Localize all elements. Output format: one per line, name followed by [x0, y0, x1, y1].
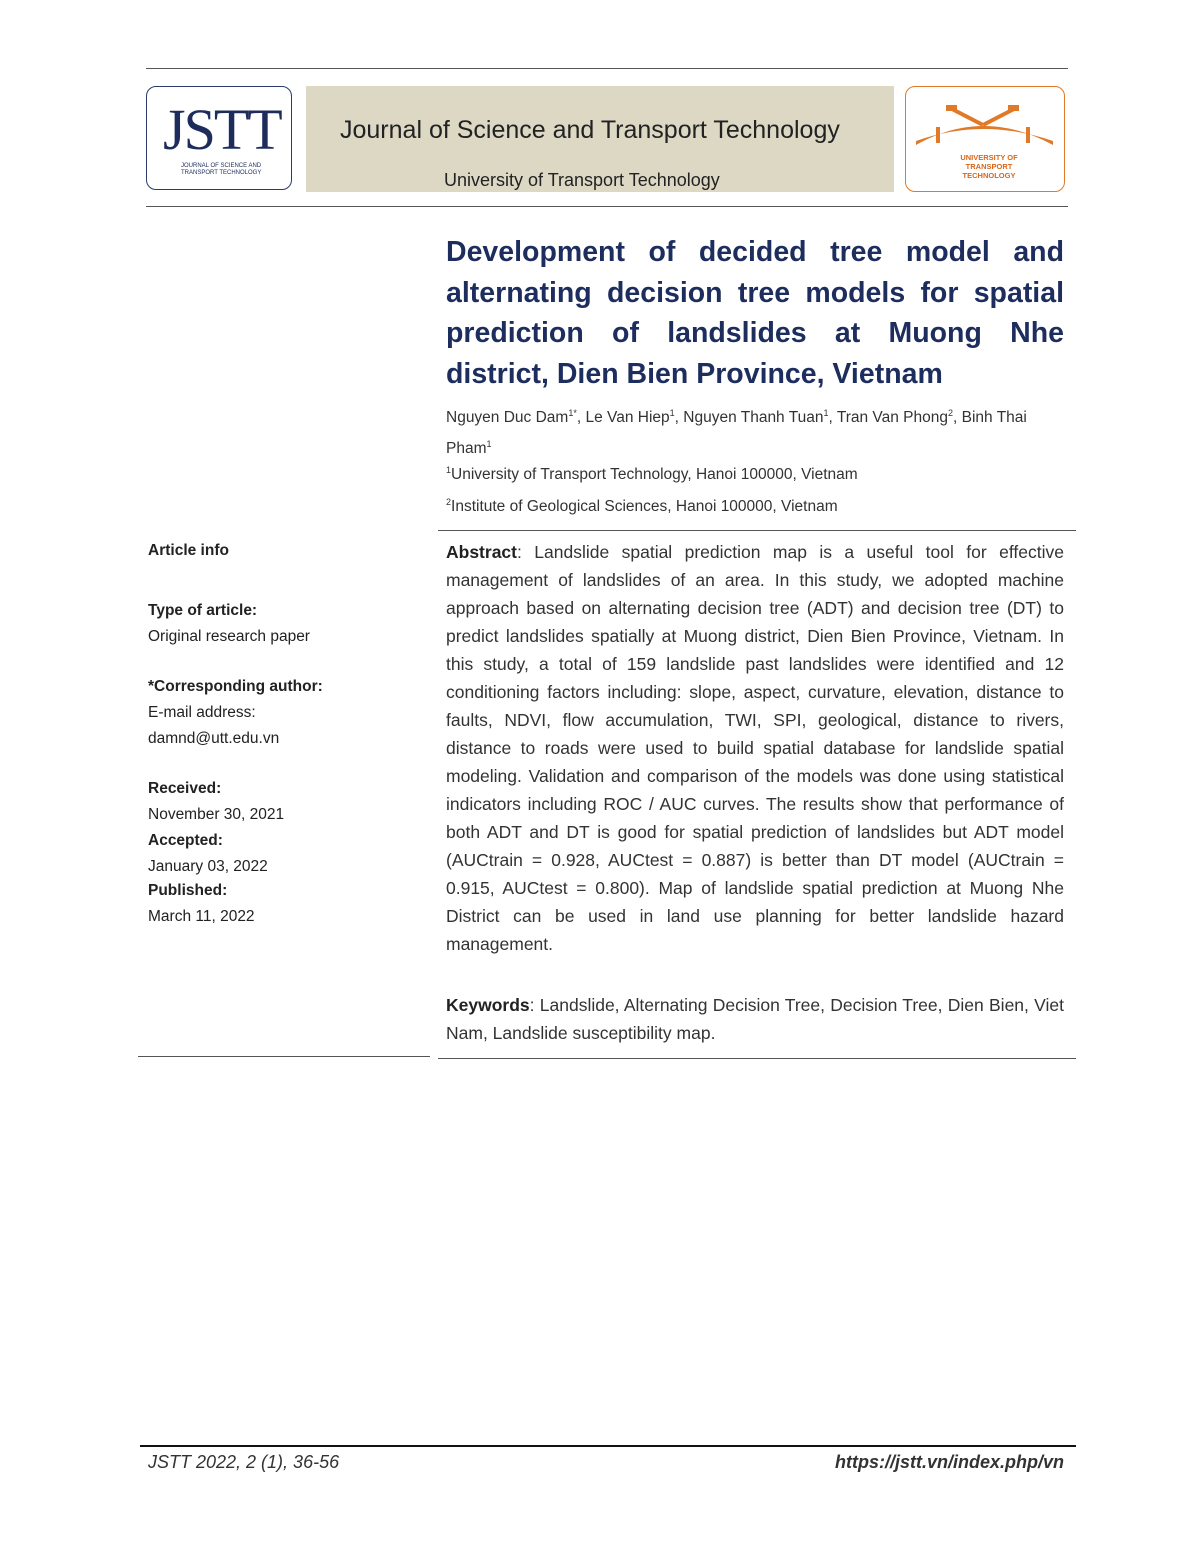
- author-affil-mark: 1*: [568, 407, 577, 418]
- university-logo-icon: [906, 87, 1063, 157]
- abstract-label: Abstract: [446, 542, 517, 562]
- author-separator: ,: [674, 409, 684, 426]
- author-affil-mark: 1: [823, 407, 829, 418]
- header-top-rule: [146, 68, 1068, 69]
- author-separator: ,: [576, 409, 586, 426]
- affiliation-text: University of Transport Technology, Hanoi 100000, Vietnam: [451, 466, 858, 483]
- abstract-top-rule: [438, 530, 1076, 531]
- received-date: November 30, 2021: [148, 806, 285, 823]
- author-affil-mark: 1: [669, 407, 675, 418]
- jstt-logo: [146, 86, 292, 190]
- author-separator: ,: [953, 409, 962, 426]
- footer-url[interactable]: https://jstt.vn/index.php/vn: [835, 1452, 1064, 1472]
- keywords-text: : Landslide, Alternating Decision Tree, Decision Tree, Dien Bien, Viet Nam, Landslide susceptibility map.: [446, 995, 1064, 1043]
- published-date: March 11, 2022: [148, 908, 255, 925]
- author-name: Nguyen Thanh Tuan: [683, 409, 824, 426]
- info-bottom-rule: [138, 1056, 430, 1057]
- affiliation-mark: 2: [446, 496, 452, 507]
- author-name: Tran Van Phong: [836, 409, 948, 426]
- email-label: E-mail address:: [148, 704, 256, 721]
- author-name: Nguyen Duc Dam: [446, 409, 569, 426]
- abstract-text: : Landslide spatial prediction map is a useful tool for effective management of landslides of an area. In this study, we adopted machine approach based on alternating decision tree (ADT) and decision tree (DT) to predict landslides spatially at Muong district, Dien Bien Province, Vietnam. In this study, a total of 159 landslide past landslides were identified and 12 conditioning factors including: slope, aspect, curvature, elevation, distance to faults, NDVI, flow accumulation, TWI, SPI, geological, distance to rivers, distance to roads were used to build spatial database for landslide spatial modeling. Validation and comparison of the models was done using statistical indicators including ROC / AUC curves. The results show that performance of both ADT and DT is good for spatial prediction of landslides but ADT model (AUCtrain = 0.928, AUCtest = 0.887) is better than DT model (AUCtrain = 0.915, AUCtest = 0.800). Map of landslide spatial prediction at Muong Nhe District can be used in land use planning for better landslide hazard management.: [446, 542, 1064, 954]
- author-list: [446, 402, 1066, 464]
- affiliation-mark: 1: [446, 464, 452, 475]
- jstt-logo-subtext: JOURNAL OF SCIENCE AND TRANSPORT TECHNOLOGY: [181, 163, 262, 176]
- email-value[interactable]: damnd@utt.edu.vn: [148, 730, 280, 747]
- accepted-label: Accepted:: [148, 832, 223, 849]
- author-affil-mark: 1: [486, 438, 492, 449]
- footer-rule: [140, 1445, 1076, 1447]
- abstract-bottom-rule: [438, 1058, 1076, 1059]
- header-bottom-rule: [146, 206, 1068, 207]
- university-name: University of Transport Technology: [444, 170, 720, 190]
- published-label: Published:: [148, 882, 228, 899]
- article-info-heading: Article info: [148, 542, 229, 559]
- article-type-value: Original research paper: [148, 628, 310, 645]
- abstract: [446, 538, 1064, 958]
- article-type-label: Type of article:: [148, 602, 258, 619]
- accepted-date: January 03, 2022: [148, 858, 268, 875]
- keywords-label: Keywords: [446, 995, 530, 1015]
- author-name: Le Van Hiep: [585, 409, 670, 426]
- affiliation-1: [446, 466, 858, 484]
- affiliation-2: [446, 498, 838, 516]
- received-label: Received:: [148, 780, 222, 797]
- author-separator: ,: [828, 409, 837, 426]
- author-affil-mark: 2: [948, 407, 954, 418]
- affiliation-text: Institute of Geological Sciences, Hanoi 100000, Vietnam: [451, 498, 838, 515]
- university-logo-text: UNIVERSITY OF TRANSPORT TECHNOLOGY: [960, 153, 1018, 180]
- journal-banner: [306, 86, 894, 192]
- jstt-logo-text: JSTT: [163, 97, 281, 162]
- university-logo: [905, 86, 1065, 192]
- journal-name: Journal of Science and Transport Technology: [340, 116, 840, 144]
- corresponding-author-label: *Corresponding author:: [148, 678, 323, 695]
- paper-title: Development of decided tree model and alternating decision tree models for spatial prediction of landslides at Muong Nhe district, Dien Bien Province, Vietnam: [446, 236, 1064, 390]
- author-name: Binh Thai Pham: [446, 409, 1027, 457]
- keywords: [446, 991, 1064, 1047]
- footer-citation: JSTT 2022, 2 (1), 36-56: [148, 1452, 340, 1472]
